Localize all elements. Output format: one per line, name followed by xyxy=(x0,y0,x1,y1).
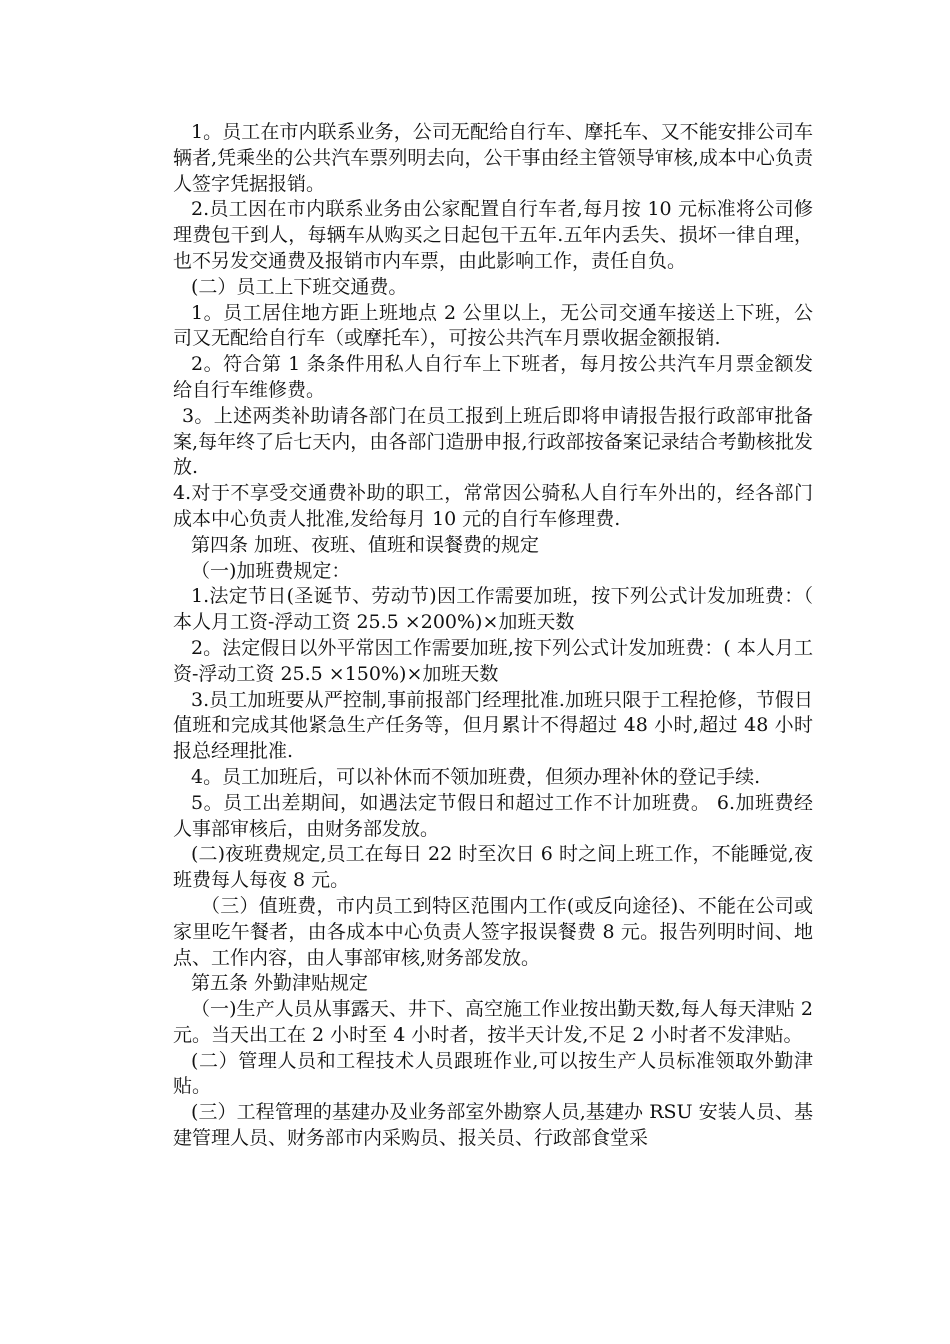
subsection-overtime-heading: （一)加班费规定： xyxy=(191,559,351,582)
paragraph-7: 4.对于不享受交通费补助的职工，常常因公骑私人自行车外出的，经各部门成本中心负责人批准,发给每月 10 元的自行车修理费. xyxy=(173,482,813,530)
paragraph-field-allowance-2: (二）管理人员和工程技术人员跟班作业,可以按生产人员标准领取外勤津贴。 xyxy=(173,1049,813,1098)
document-body xyxy=(173,120,813,1152)
section-heading-article-5: 第五条 外勤津贴规定 xyxy=(191,972,369,995)
paragraph-overtime-1: 1.法定节日(圣诞节、劳动节)因工作需要加班，按下列公式计发加班费：（ 本人月工资-浮动工资 25.5 ×200%)×加班天数 xyxy=(173,585,813,634)
paragraph-overtime-3: 3.员工加班要从严控制,事前报部门经理批准.加班只限于工程抢修，节假日值班和完成其他紧急生产任务等，但月累计不得超过 48 小时,超过 48 小时报总经理批准. xyxy=(173,688,813,763)
paragraph-duty-fee: （三）值班费，市内员工到特区范围内工作(或反向途径)、不能在公司或家里吃午餐者，由各成本中心负责人签字报误餐费 8 元。报告列明时间、地点、工作内容，由人事部审核,财务部发放。 xyxy=(173,894,813,969)
paragraph-night-shift: (二)夜班费规定,员工在每日 22 时至次日 6 时之间上班工作，不能睡觉,夜班费每人每夜 8 元。 xyxy=(173,843,813,892)
paragraph-6: 3。上述两类补助请各部门在员工报到上班后即将申请报告报行政部审批备案,每年终了后七天内，由各部门造册申报,行政部按备案记录结合考勤核批发放. xyxy=(173,404,813,479)
paragraph-field-allowance-3: (三）工程管理的基建办及业务部室外勘察人员,基建办 RSU 安装人员、基建管理人员、财务部市内采购员、报关员、行政部食堂采 xyxy=(173,1101,813,1150)
paragraph-field-allowance-1: （一)生产人员从事露天、井下、高空施工作业按出勤天数,每人每天津贴 2 元。当天出工在 2 小时至 4 小时者，按半天计发,不足 2 小时者不发津贴。 xyxy=(173,998,813,1046)
section-heading-article-4: 第四条 加班、夜班、值班和误餐费的规定 xyxy=(191,533,540,556)
paragraph-overtime-4: 4。员工加班后，可以补休而不领加班费，但须办理补休的登记手续. xyxy=(191,765,761,788)
paragraph-5: 2。符合第 1 条条件用私人自行车上下班者，每月按公共汽车月票金额发给自行车维修费。 xyxy=(173,353,813,401)
paragraph-overtime-5: 5。员工出差期间，如遇法定节假日和超过工作不计加班费。 6.加班费经人事部审核后，由财务部发放。 xyxy=(173,791,813,840)
paragraph-3: (二）员工上下班交通费。 xyxy=(191,275,408,298)
paragraph-overtime-2: 2。法定假日以外平常因工作需要加班,按下列公式计发加班费：( 本人月工资-浮动工资 25.5 ×150%)×加班天数 xyxy=(173,636,813,685)
paragraph-2: 2.员工因在市内联系业务由公家配置自行车者,每月按 10 元标准将公司修理费包干到人，每辆车从购买之日起包干五年.五年内丢失、损坏一律自理，也不另发交通费及报销市内车票，由此影响工作，责任自负。 xyxy=(173,198,813,272)
paragraph-4: 1。员工居住地方距上班地点 2 公里以上，无公司交通车接送上下班，公司又无配给自行车（或摩托车），可按公共汽车月票收据金额报销. xyxy=(173,301,813,350)
paragraph-1: 1。员工在市内联系业务，公司无配给自行车、摩托车、又不能安排公司车辆者,凭乘坐的公共汽车票列明去向，公干事由经主管领导审核,成本中心负责人签字凭据报销。 xyxy=(173,121,813,195)
